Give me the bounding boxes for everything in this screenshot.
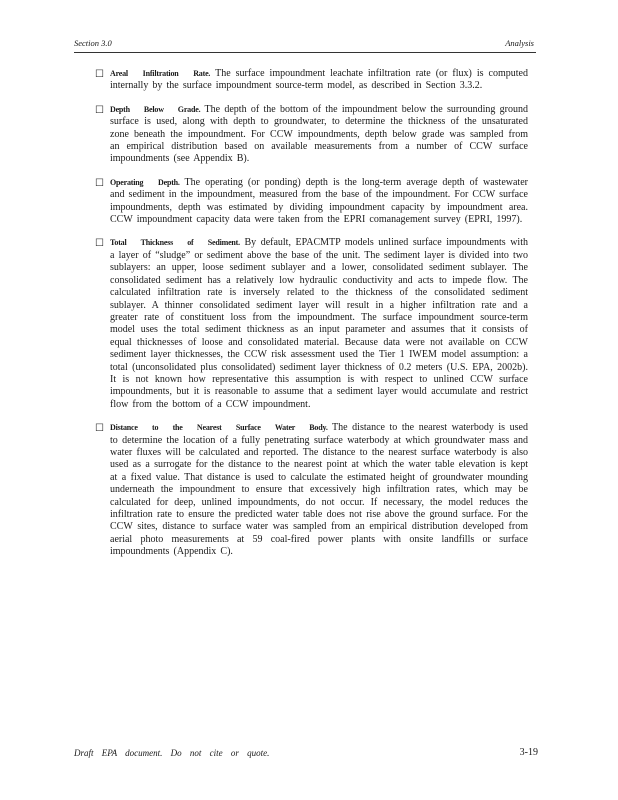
checkbox-bullet-icon: ☐ <box>95 423 104 435</box>
paragraph-text: By default, EPACMTP models unlined surface impoundments with a layer of “sludge” or sediment above the base of the unit. The sediment layer is divided into two sublayers: an upper, loose sediment sublayer and a lower, consolidated sediment sublayer. The consolidated sediment has a relatively low hydraulic conductivity and acts to impede flow. The calculated infiltration rate is inversely related to the thickness of the consolidated sediment sublayer. A thinner consolidated sediment layer will result in a higher infiltration rate and a greater rate of constituent loss from the impoundment. The surface impoundment source-term model uses the total sediment thickness as an input parameter and assumes that it consists of equal thicknesses of loose and consolidated material. Because data were not available on CCW sediment layer thicknesses, the CCW risk assessment used the Tier 1 IWEM model assumption: a total (unconsolidated plus consolidated) sediment layer thickness of 0.2 meters (U.S. EPA, 2002b). It is not known how representative this assumption is with respect to unlined CCW surface impoundments, but it is reasonable to assume that a sediment layer would accumulate and restrict flow from the bottom of a CCW impoundment. <box>110 237 528 410</box>
list-item-depth-below-grade <box>95 103 528 166</box>
term-heading: Areal Infiltration Rate. <box>110 69 211 78</box>
page-header <box>74 38 536 53</box>
paragraph <box>110 177 528 227</box>
paragraph-text: The operating (or ponding) depth is the long-term average depth of wastewater and sediment in the impoundment, measured from the base of the impoundment. For CCW surface impoundments, depth was estimated by dividing impoundment capacity by impoundment area. CCW impoundment capacity data were taken from the EPRI comanagement survey (EPRI, 1997). <box>110 176 528 226</box>
list-item-areal-infiltration-rate <box>95 68 528 93</box>
paragraph <box>110 422 528 558</box>
paragraph <box>110 68 528 93</box>
checkbox-bullet-icon: ☐ <box>95 238 104 250</box>
header-section: Section 3.0 <box>74 38 112 48</box>
term-heading: Total Thickness of Sediment. <box>110 238 240 248</box>
paragraph-text: The depth of the bottom of the impoundment below the surrounding ground surface is used, along with depth to groundwater, to determine the thickness of the unsaturated zone beneath the impoundment. For CCW impoundments, depth below grade was sampled from an empirical distribution based on available measurements from a number of CCW surface impoundments (see Appendix B). <box>110 103 528 165</box>
page-number: 3-19 <box>519 747 538 758</box>
list-item-distance-to-surface-water <box>95 422 528 558</box>
term-heading: Distance to the Nearest Surface Water Body. <box>110 423 328 433</box>
paragraph-text: The surface impoundment leachate infiltration rate (or flux) is computed internally by the surface impoundment source-term model, as described in Section 3.3.2. <box>110 68 528 92</box>
paragraph <box>110 237 528 411</box>
term-heading: Operating Depth. <box>110 177 180 187</box>
paragraph <box>110 104 528 166</box>
term-heading: Depth Below Grade. <box>110 104 201 114</box>
list-item-operating-depth <box>95 176 528 227</box>
paragraph-text: The distance to the nearest waterbody is used to determine the location of a fully penetrating surface waterbody at which groundwater mass and water fluxes will be calculated and reported. The distance to the nearest surface waterbody is also used as a surrogate for the distance to the nearest point at which the water table elevation is kept at a fixed value. That distance is used to calculate the estimated height of groundwater mounding underneath the impoundment to ensure that excessively high infiltration rates, which may be calculated for deep, unlined impoundments, do not occur. If necessary, the model reduces the infiltration rate to ensure the predicted water table does not rise above the ground surface. For the CCW sites, distance to surface water was sampled from an empirical distribution developed from aerial photo measurements at 59 coal-fired power plants with onsite landfills or surface impoundments (Appendix C). <box>110 422 528 558</box>
header-title: Analysis <box>505 38 534 48</box>
list-item-total-thickness-of-sediment <box>95 237 528 411</box>
checkbox-bullet-icon: ☐ <box>95 177 104 189</box>
draft-notice: Draft EPA document. Do not cite or quote. <box>74 748 270 758</box>
checkbox-bullet-icon: ☐ <box>95 104 104 116</box>
document-body <box>95 68 528 570</box>
checkbox-bullet-icon: ☐ <box>95 69 104 80</box>
